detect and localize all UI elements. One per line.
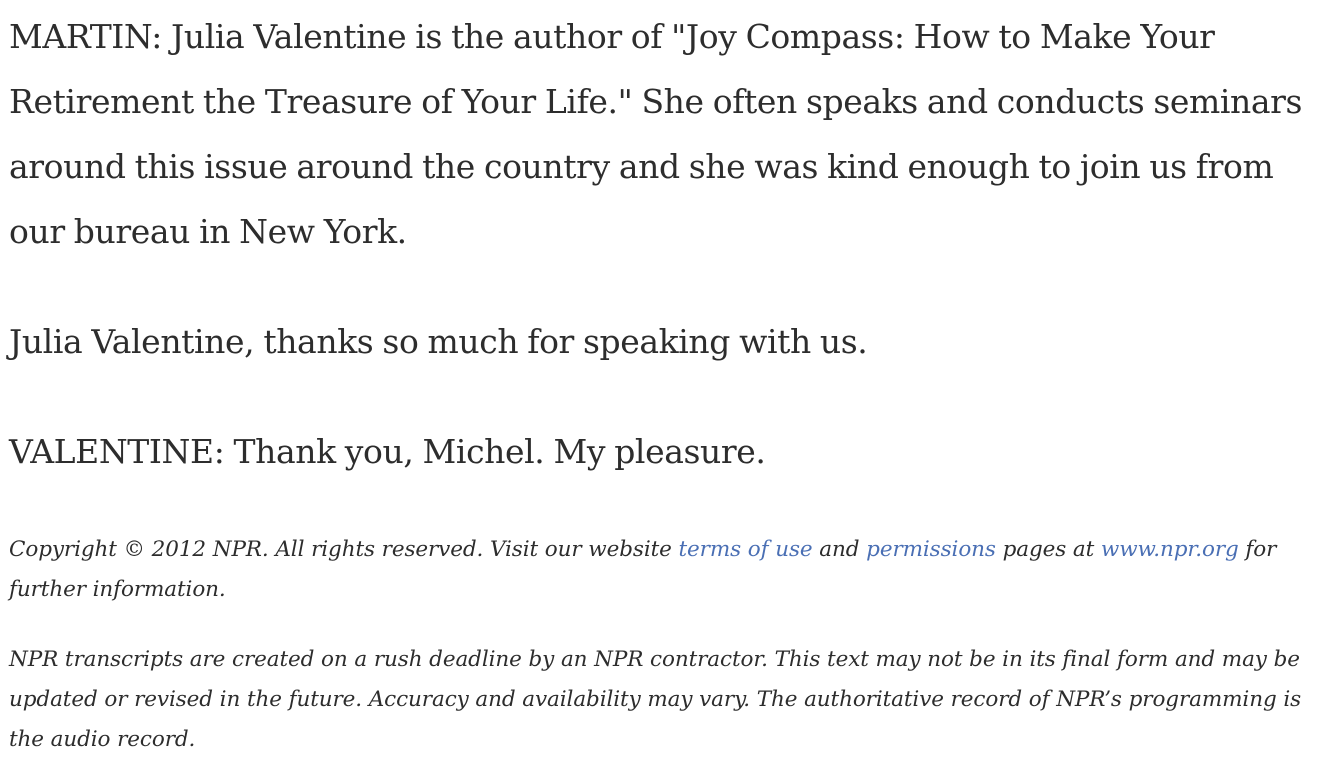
terms-of-use-link[interactable]: terms of use: [678, 537, 813, 562]
npr-website-link[interactable]: www.npr.org: [1100, 537, 1239, 562]
transcript-paragraph-martin-intro: MARTIN: Julia Valentine is the author of "Joy Compass: How to Make Your Retirement the Treasure of Your Life." She often speaks and conducts seminars around this issue around the country and she was kind enough to join us from our bureau in New York.: [9, 17, 1303, 251]
copyright-text-end: for further information.: [9, 537, 1277, 602]
copyright-text-start: Copyright © 2012 NPR. All rights reserved. Visit our website: [9, 537, 679, 562]
transcript-paragraph-martin-thanks: Julia Valentine, thanks so much for speaking with us.: [9, 322, 868, 361]
copyright-pages-at-text: pages at: [995, 537, 1101, 562]
transcript-paragraph-valentine-reply: VALENTINE: Thank you, Michel. My pleasure.: [9, 432, 766, 471]
transcript-article: [9, 0, 1325, 760]
copyright-and-text: and: [812, 537, 867, 562]
copyright-notice: [9, 530, 1325, 610]
transcript-disclaimer: NPR transcripts are created on a rush deadline by an NPR contractor. This text may not be in its final form and may be updated or revised in the future. Accuracy and availability may vary. The authoritative record of NPR’s programming is the audio record.: [9, 647, 1302, 752]
permissions-link[interactable]: permissions: [866, 537, 996, 562]
